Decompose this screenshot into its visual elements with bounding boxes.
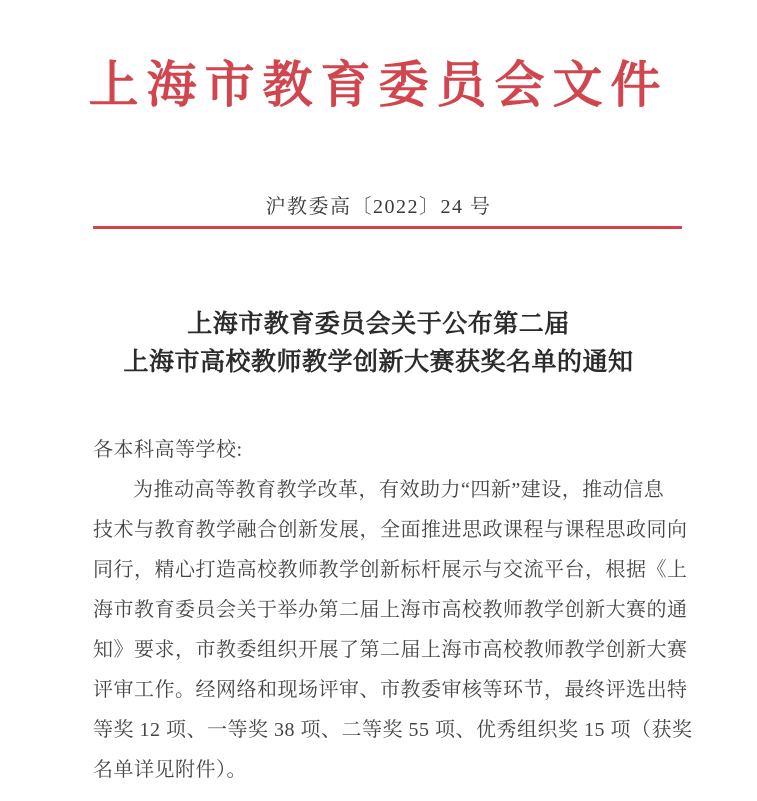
letterhead-divider-line (93, 226, 682, 229)
salutation-line: 各本科高等学校: (93, 439, 243, 461)
body-paragraph (93, 470, 693, 790)
body-paragraph-line: 同行，精心打造高校教师教学创新标杆展示与交流平台，根据《上 (93, 559, 688, 581)
notice-title (0, 306, 757, 382)
body-paragraph-line: 评审工作。经网络和现场评审、市教委审核等环节，最终评选出特 (93, 679, 688, 701)
notice-title-line1: 上海市教育委员会关于公布第二届 (187, 311, 570, 338)
body-paragraph-line: 技术与教育教学融合创新发展，全面推进思政课程与课程思政同向 (93, 519, 688, 541)
document-number: 沪教委高〔2022〕24 号 (265, 196, 492, 218)
body-paragraph-line: 等奖 12 项、一等奖 38 项、二等奖 55 项、优秀组织奖 15 项（获奖 (93, 719, 693, 741)
body-paragraph-line: 名单详见附件）。 (93, 759, 247, 781)
notice-body (93, 430, 693, 790)
letterhead-title: 上海市教育委员会文件 (88, 57, 669, 113)
body-paragraph-line: 海市教育委员会关于举办第二届上海市高校教师教学创新大赛的通 (93, 599, 688, 621)
body-paragraph-line: 知》要求，市教委组织开展了第二届上海市高校教师教学创新大赛 (93, 639, 688, 661)
body-paragraph-line: 为推动高等教育教学改革，有效助力“四新”建设，推动信息 (133, 479, 665, 501)
notice-title-line2: 上海市高校教师教学创新大赛获奖名单的通知 (123, 349, 634, 376)
